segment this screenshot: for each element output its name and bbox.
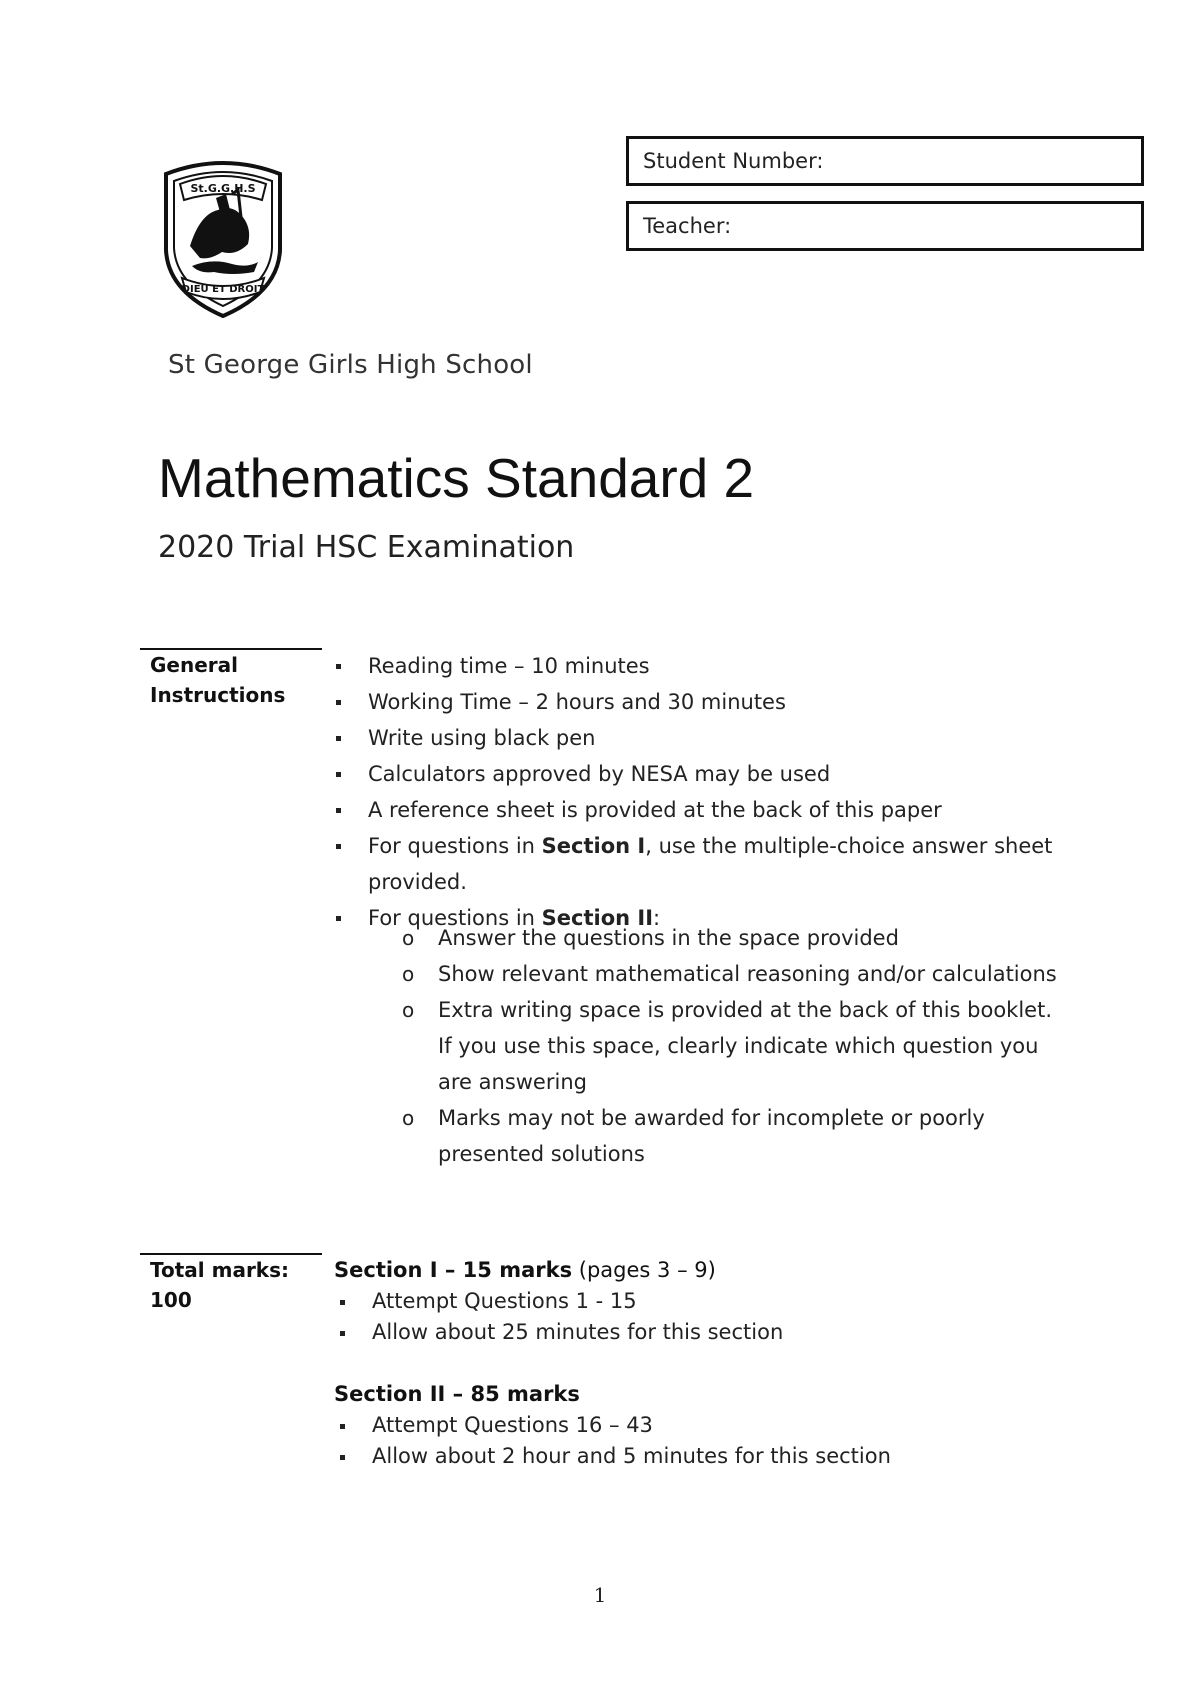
teacher-field[interactable] <box>626 201 1144 251</box>
instruction-item: Reading time – 10 minutes <box>330 648 1070 684</box>
general-instructions-label: General Instructions <box>150 653 286 707</box>
section1-item: Allow about 25 minutes for this section <box>334 1317 1074 1348</box>
section2-heading: Section II – 85 marks <box>334 1382 580 1406</box>
sub-instruction-item: o Marks may not be awarded for incomplete or poorly presented solutions <box>402 1106 985 1166</box>
instruction-item-section2: For questions in Section II: <box>330 900 1070 936</box>
page-number: 1 <box>593 1583 607 1607</box>
instruction-item: Calculators approved by NESA may be used <box>330 756 1070 792</box>
exam-subtitle: 2020 Trial HSC Examination <box>158 530 575 565</box>
instruction-item: Write using black pen <box>330 720 1070 756</box>
section2-list <box>334 1410 1074 1472</box>
sections-summary <box>334 1255 1074 1472</box>
crest-bottom-text: DIEU ET DROIT <box>181 284 265 295</box>
section2-instructions-sublist <box>330 920 1070 1172</box>
section1-heading: Section I – 15 marks (pages 3 – 9) <box>334 1258 716 1282</box>
instruction-item: Working Time – 2 hours and 30 minutes <box>330 684 1070 720</box>
student-number-label: Student Number: <box>643 149 824 173</box>
total-marks-label: Total marks: 100 <box>150 1255 289 1315</box>
instruction-item: A reference sheet is provided at the back of this paper <box>330 792 1070 828</box>
instruction-item-section1: For questions in Section I, use the multiple-choice answer sheet provided. <box>330 828 1070 900</box>
section2-item: Allow about 2 hour and 5 minutes for this section <box>334 1441 1074 1472</box>
section1-list <box>334 1286 1074 1348</box>
crest-top-text: St.G.G.H.S <box>190 182 256 195</box>
general-instructions-list <box>330 648 1070 936</box>
student-number-field[interactable] <box>626 136 1144 186</box>
exam-title: Mathematics Standard 2 <box>158 447 755 509</box>
school-name: St George Girls High School <box>168 350 533 380</box>
sub-instruction-item: o Answer the questions in the space provided <box>402 926 899 950</box>
section1-item: Attempt Questions 1 - 15 <box>334 1286 1074 1317</box>
section2-item: Attempt Questions 16 – 43 <box>334 1410 1074 1441</box>
teacher-label: Teacher: <box>643 214 732 238</box>
sub-instruction-item: o Show relevant mathematical reasoning and/or calculations <box>402 962 1057 986</box>
total-marks-value: 100 <box>150 1288 192 1312</box>
sub-instruction-item: o Extra writing space is provided at the back of this booklet. If you use this space, clearly indicate which question you are answering <box>402 998 1052 1094</box>
school-crest-logo <box>156 154 290 318</box>
